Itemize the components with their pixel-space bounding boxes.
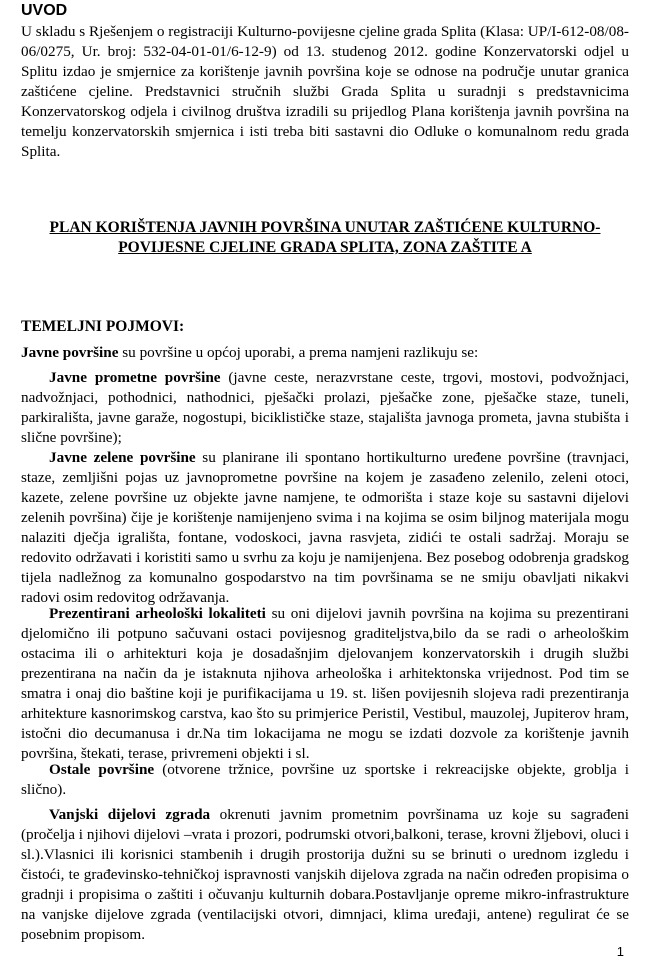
- definition-other-areas: [21, 760, 629, 800]
- page-number: 1: [616, 944, 624, 959]
- definition-green-areas: [21, 448, 629, 608]
- definition-text: (javne ceste, nerazvrstane ceste, trgovi, mostovi, podvožnjaci, nadvožnjaci, pothodnici, nathodnici, pješački prolazi, pješačke zone, pješačke staze, tuneli, parkirališta, javne garaže, nogostupi, biciklističke staze, stajališta javnoga prometa, javna stubišta i slične površine);: [21, 369, 629, 446]
- definition-text: okrenuti javnim prometnim površinama uz koje su sagrađeni (pročelja i njihovi dijelovi –vrata i prozori, podrumski otvori,balkoni, terase, krovni žljebovi, oluci i sl.).Vlasnici ili korisnici stambenih i drugih prostorija dužni su se brinuti o urednom izgledu i čistoći, te građevinsko-tehničkoj ispravnosti vanjskih dijelova zgrada na način određen propisima o gradnji i propisima o zaštiti i očuvanju kulturnih dobara.Postavljanje opreme mikro-infrastrukture na vanjske dijelove zgrada (ventilacijski otvori, dimnjaci, klima uređaji, antene) regulirat će se posebnim propisom.: [21, 806, 629, 943]
- definition-term: Javne prometne površine: [49, 369, 221, 386]
- definition-building-exteriors: [21, 805, 629, 945]
- definition-archaeological-sites: [21, 604, 629, 764]
- basics-lead-text: su površine u općoj uporabi, a prema namjeni razlikuju se:: [118, 344, 479, 361]
- definition-traffic-areas: [21, 368, 629, 448]
- definition-text: (otvorene tržnice, površine uz sportske i rekreacijske objekte, groblja i slično).: [21, 761, 630, 798]
- basics-lead-term: Javne površine: [21, 344, 119, 361]
- basics-lead: [21, 343, 629, 363]
- plan-title-line-1: PLAN KORIŠTENJA JAVNIH POVRŠINA UNUTAR ZAŠTIĆENE KULTURNO-: [49, 219, 601, 236]
- definition-term: Ostale površine: [49, 761, 155, 778]
- basics-heading: TEMELJNI POJMOVI:: [21, 318, 185, 335]
- definition-term: Javne zelene površine: [49, 449, 196, 466]
- intro-heading: UVOD: [21, 2, 68, 19]
- plan-title: [21, 218, 629, 258]
- definition-text: su planirane ili spontano hortikulturno uređene površine (travnjaci, staze, zemljišni pojas uz javnoprometne površine na kojem je zasađeno zelenilo, zeleni otoci, kazete, zelene površine uz objekte javne namjene, te odmorišta i staze koje su sastavni dijelovi zelenih površina) čije je korištenje namijenjeno svima i na kojima se osim biljnog materijala mogu nalaziti dječja igrališta, fontane, vodoskoci, javna rasvjeta, zidići te ostali sadržaj. Moraju se redovito održavati i koristiti samo u svrhu za koju je namijenjena. Bez posebog odobrenja gradskog tijela nadležnog za komunalno gospodarstvo na tim površinama se ne smiju obavljati nikakvi radovi osim redovitog održavanja.: [21, 449, 630, 606]
- intro-paragraph: U skladu s Rješenjem o registraciji Kulturno-povijesne cjeline grada Splita (Klasa: UP/I-612-08/08-06/0275, Ur. broj: 532-04-01-01/6-12-9) od 13. studenog 2012. godine Konzervatorski odjel u Splitu izdao je smjernice za korištenje javnih površina koje se odnose na područje unutar granica zaštićene cjeline. Predstavnici stručnih službi Grada Splita u suradnji s predstavnicima Konzervatorskog odjela i civilnog društva izradili su prijedlog Plana korištenja javnih površina na temelju konzervatorskih smjernica i isti treba biti sastavni dio Odluke o komunalnom redu grada Splita.: [21, 23, 629, 160]
- definition-text: su oni dijelovi javnih površina na kojima su prezentirani djelomično ili potpuno sačuvani ostaci povijesnog graditeljstva,bilo da se radi o arheološkim ostacima ili o arhitekturi koja je dosadašnjim djelovanjem konzervatorskih i drugih službi prezentirana na način da je istaknuta njihova arheološka i arhitektonska vrijednost. Pod tim se smatra i onaj dio baštine koji je purifikacijama u 19. st. lišen povijesnih slojeva radi prezentiranja arhitekture kasnorimskog carstva, kao što su primjerice Peristil, Vestibul, mauzolej, Jupiterov hram, istočni dio decumanusa i dr.Na tim lokacijama ne mogu se izdati dozvole za korištenje javnih površina, štekati, terase, privremeni objekti i sl.: [21, 605, 629, 762]
- definition-term: Prezentirani arheološki lokaliteti: [49, 605, 266, 622]
- definition-term: Vanjski dijelovi zgrada: [49, 806, 211, 823]
- plan-title-line-2: POVIJESNE CJELINE GRADA SPLITA, ZONA ZAŠTITE A: [118, 239, 532, 256]
